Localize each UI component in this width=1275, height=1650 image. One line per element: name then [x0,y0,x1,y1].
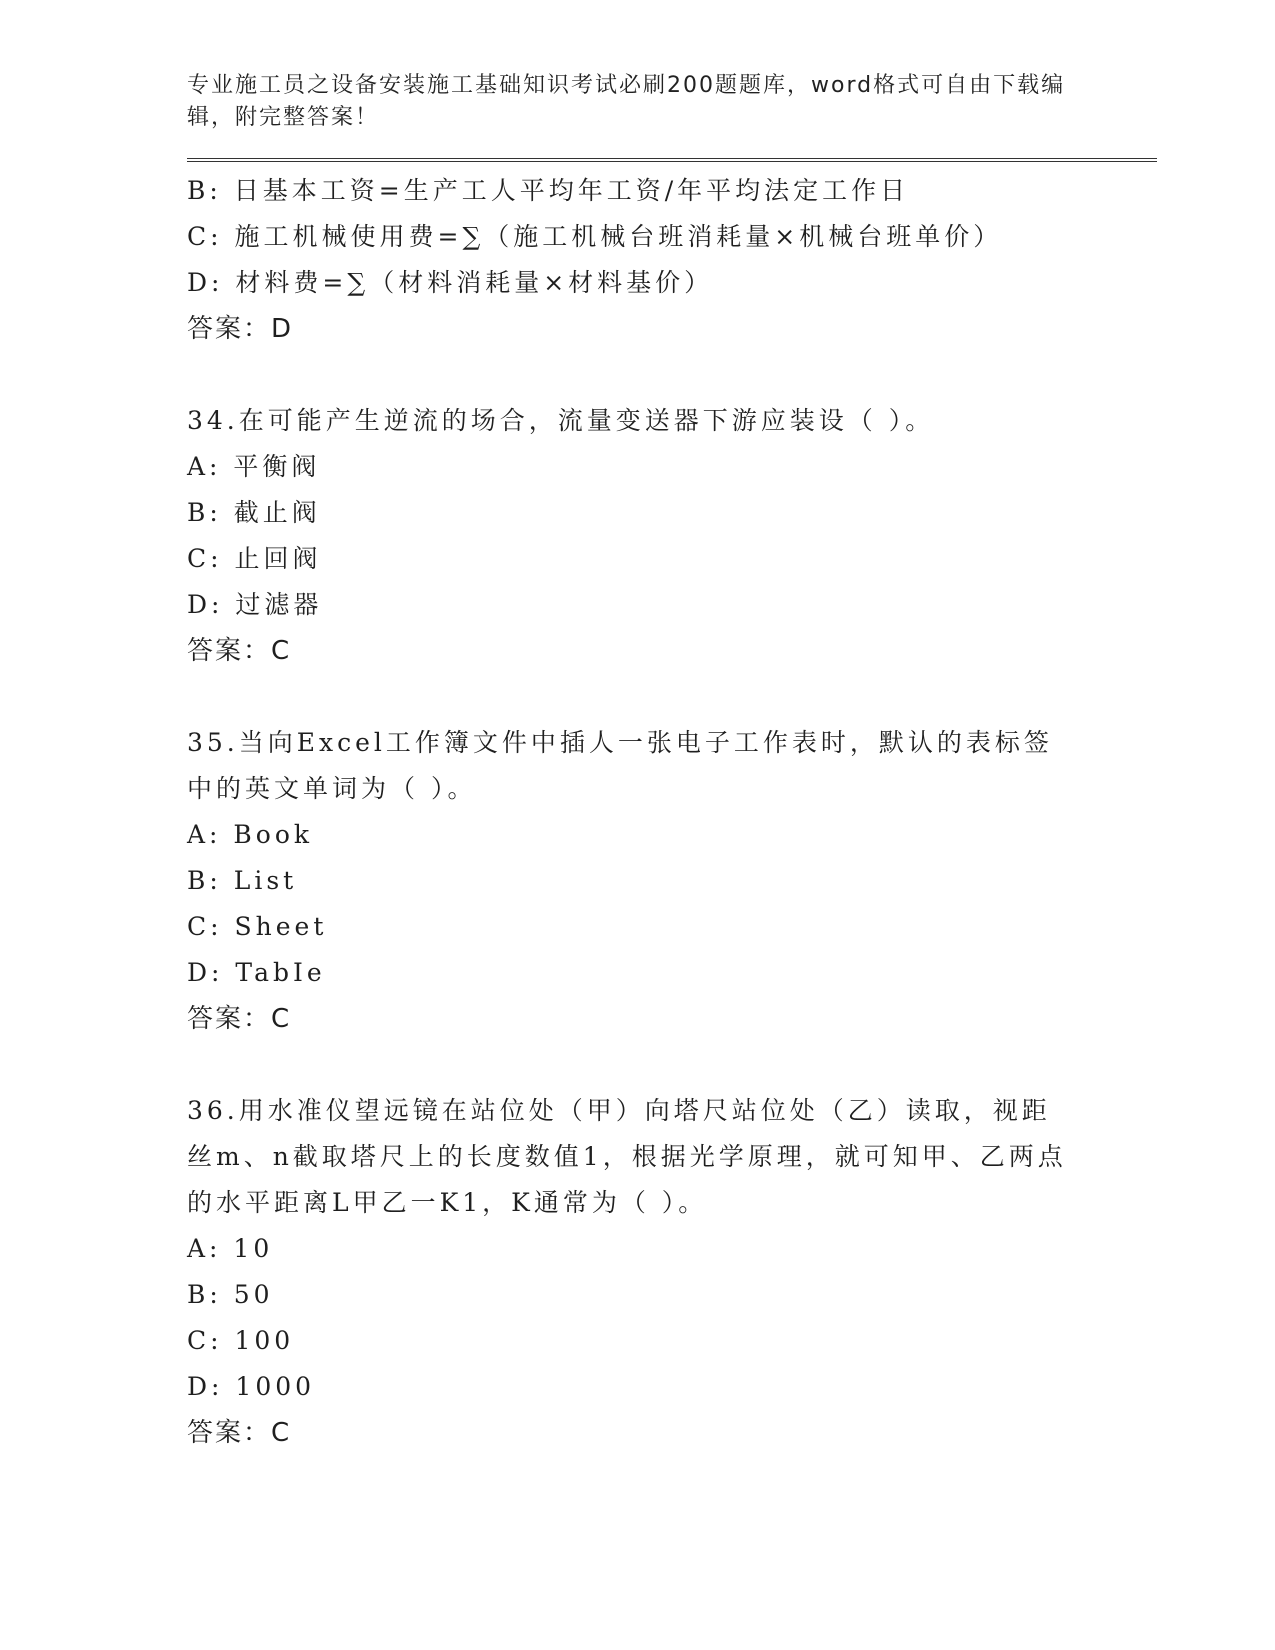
option-line: A: 平衡阀 [187,452,321,481]
option-line: C: 100 [187,1326,295,1355]
option-line: C: 施工机械使用费=∑（施工机械台班消耗量×机械台班单价） [187,222,1003,251]
option-line: B: 50 [187,1280,274,1309]
question-text: 36.用水准仪望远镜在站位处（甲）向塔尺站位处（乙）读取，视距丝m、n截取塔尺上的长度数值1，根据光学原理，就可知甲、乙两点的水平距离L甲乙一K1，K通常为（ ）。 [187,1096,1067,1217]
answer-line: 答案：C [187,1418,292,1448]
answer-line: 答案：D [187,314,294,344]
question-text: 34.在可能产生逆流的场合，流量变送器下游应装设（ ）。 [187,406,935,435]
question-block-35 [187,720,1157,1042]
option-line: C: Sheet [187,912,328,941]
option-line: B: 截止阀 [187,498,321,527]
question-block-36 [187,1088,1157,1456]
question-gap [187,352,1157,398]
question-content [187,168,1157,1456]
question-text: 35.当向Excel工作簿文件中插人一张电子工作表时，默认的表标签中的英文单词为（ ）。 [187,728,1053,803]
header-divider [187,158,1157,162]
question-gap [187,674,1157,720]
option-line: B: 日基本工资=生产工人平均年工资/年平均法定工作日 [187,176,910,205]
document-page [187,70,1157,1456]
document-header: 专业施工员之设备安装施工基础知识考试必刷200题题库，word格式可自由下载编辑，附完整答案！ [187,73,1066,130]
option-line: A: 10 [187,1234,274,1263]
option-line: D: 1000 [187,1372,316,1401]
option-line: D: 材料费=∑（材料消耗量×材料基价） [187,268,714,297]
question-block-34 [187,398,1157,674]
option-line: D: 过滤器 [187,590,323,619]
option-line: B: List [187,866,298,895]
option-line: A: Book [187,820,314,849]
option-line: D: TabIe [187,958,326,987]
question-gap [187,1042,1157,1088]
question-block-33 [187,168,1157,352]
option-line: C: 止回阀 [187,544,322,573]
answer-line: 答案：C [187,636,292,666]
answer-line: 答案：C [187,1004,292,1034]
